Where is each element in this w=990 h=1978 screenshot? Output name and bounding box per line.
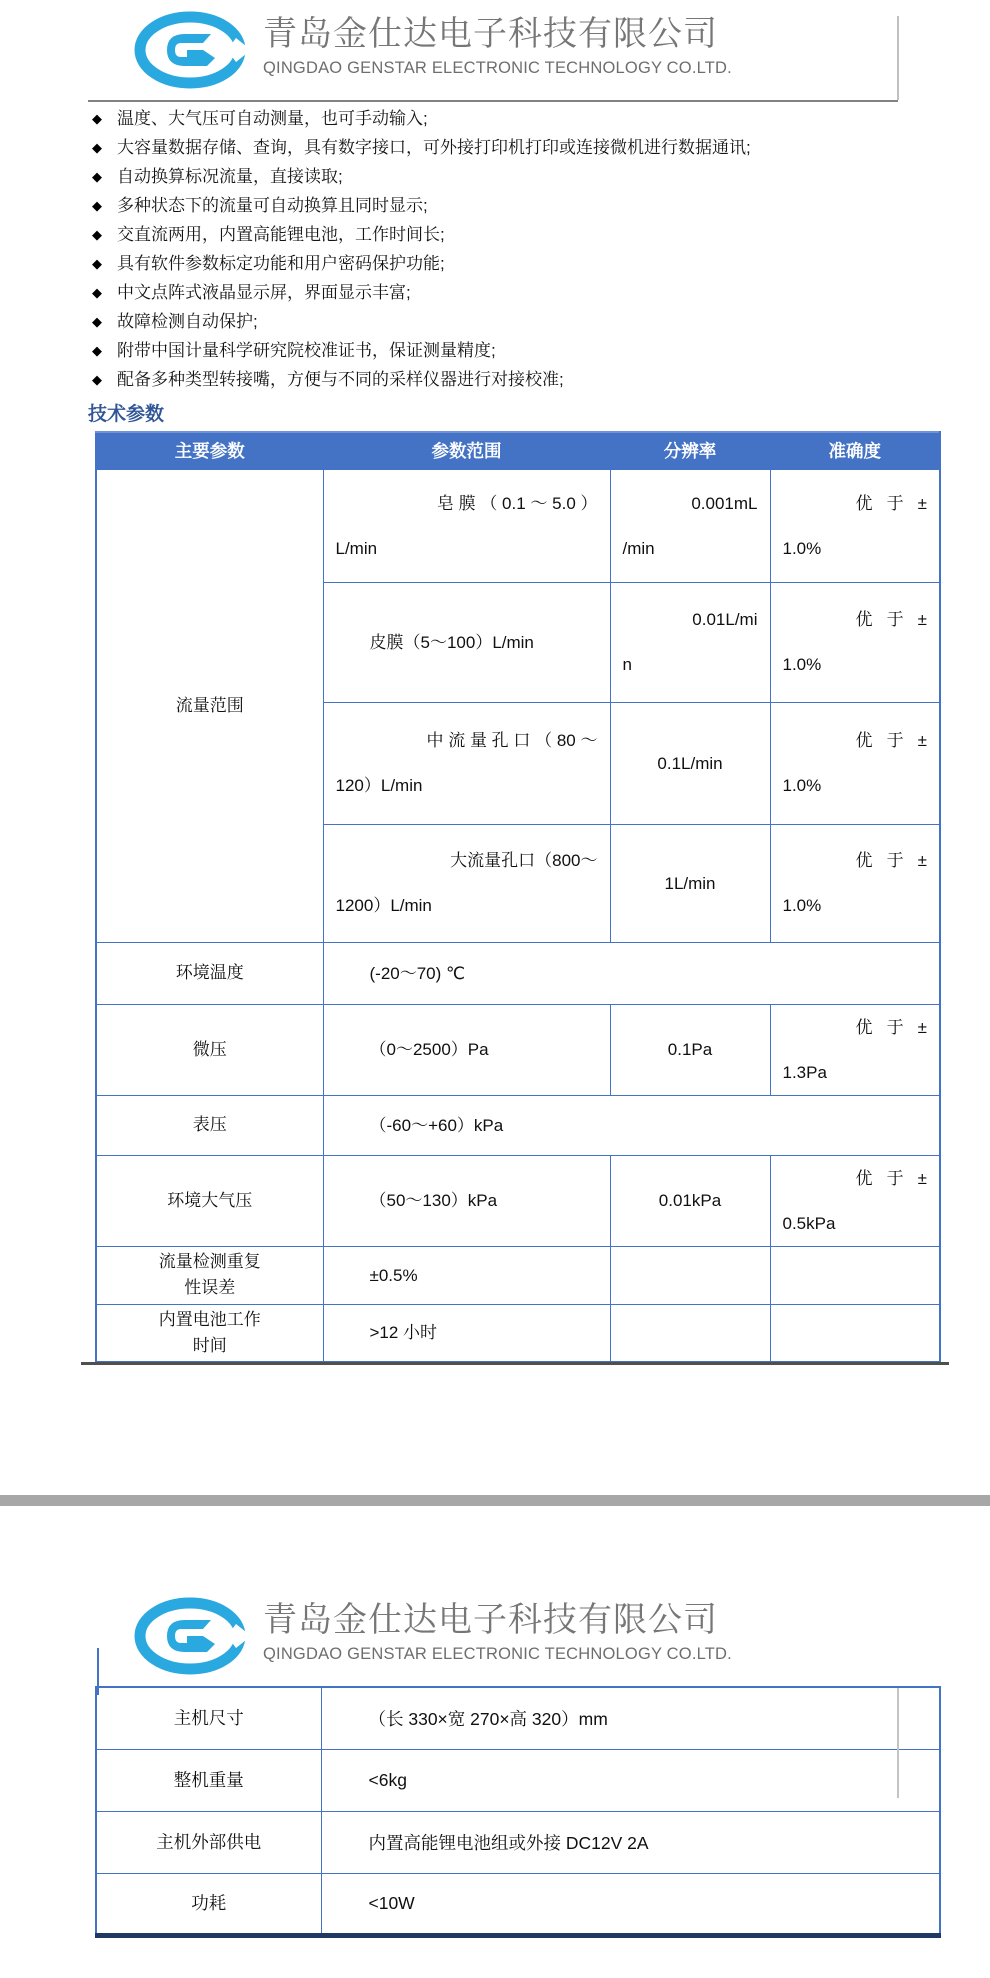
diamond-bullet-icon: ◆ — [92, 140, 102, 155]
param-label: 整机重量 — [96, 1749, 321, 1811]
page-bottom-rule — [81, 1362, 949, 1365]
resolution-cell: 1L/min — [610, 824, 770, 942]
table-row — [96, 469, 940, 582]
feature-item — [92, 133, 990, 162]
feature-text: 温度、大气压可自动测量，也可手动输入; — [117, 109, 428, 128]
page2-header — [0, 1596, 990, 1676]
page-2 — [0, 1596, 990, 1938]
table-row — [96, 1095, 940, 1155]
diamond-bullet-icon: ◆ — [92, 343, 102, 358]
range-cell: >12 小时 — [323, 1304, 610, 1362]
table-row — [96, 942, 940, 1004]
table-row — [96, 1873, 940, 1935]
resolution-cell: 0.01kPa — [610, 1155, 770, 1246]
range-cell: 大流量孔口（800～ 1200）L/min — [323, 824, 610, 942]
col-header-range: 参数范围 — [323, 432, 610, 469]
feature-item — [92, 365, 990, 394]
company-name-block — [263, 1596, 732, 1664]
page-divider-bar — [0, 1495, 990, 1506]
param-value: <6kg — [321, 1749, 940, 1811]
feature-item — [92, 278, 990, 307]
company-name-en: QINGDAO GENSTAR ELECTRONIC TECHNOLOGY CO.LTD. — [263, 1645, 732, 1663]
spec-table — [95, 431, 941, 1363]
info-table — [95, 1686, 941, 1938]
diamond-bullet-icon: ◆ — [92, 256, 102, 271]
header-underline — [88, 100, 898, 102]
spec-table-wrap — [95, 431, 939, 1363]
param-label: 流量检测重复 性误差 — [96, 1246, 323, 1304]
col-header-main-param: 主要参数 — [96, 432, 323, 469]
accuracy-cell: 优 于 ± 1.0% — [770, 702, 940, 824]
empty-cell — [610, 1304, 770, 1362]
feature-text: 附带中国计量科学研究院校准证书，保证测量精度; — [117, 341, 496, 360]
feature-text: 自动换算标况流量，直接读取; — [117, 167, 343, 186]
company-name-block — [263, 10, 732, 78]
param-label: 表压 — [96, 1095, 323, 1155]
resolution-cell: 0.1Pa — [610, 1004, 770, 1095]
feature-item — [92, 249, 990, 278]
param-label: 主机尺寸 — [96, 1687, 321, 1749]
header-right-rule — [897, 1688, 899, 1798]
range-cell: 中 流 量 孔 口 （ 80 ～ 120）L/min — [323, 702, 610, 824]
empty-cell — [610, 1246, 770, 1304]
feature-item — [92, 104, 990, 133]
feature-text: 大容量数据存储、查询，具有数字接口，可外接打印机打印或连接微机进行数据通讯; — [117, 138, 751, 157]
flow-range-group-label: 流量范围 — [96, 469, 323, 942]
company-name-cn: 青岛金仕达电子科技有限公司 — [263, 1601, 718, 1639]
diamond-bullet-icon: ◆ — [92, 227, 102, 242]
company-name-en: QINGDAO GENSTAR ELECTRONIC TECHNOLOGY CO.LTD. — [263, 59, 732, 77]
feature-item — [92, 220, 990, 249]
accuracy-cell: 优 于 ± 1.0% — [770, 582, 940, 702]
accuracy-cell: 优 于 ± 1.3Pa — [770, 1004, 940, 1095]
empty-cell — [770, 1304, 940, 1362]
range-cell: 皂 膜 （ 0.1 ～ 5.0 ） L/min — [323, 469, 610, 582]
table-row — [96, 1749, 940, 1811]
table-row — [96, 1246, 940, 1304]
empty-cell — [770, 1246, 940, 1304]
feature-item — [92, 336, 990, 365]
resolution-cell: 0.001mL /min — [610, 469, 770, 582]
range-cell: （0～2500）Pa — [323, 1004, 610, 1095]
company-logo-icon — [133, 10, 253, 90]
section-title: 技术参数 — [88, 404, 165, 425]
param-value: 内置高能锂电池组或外接 DC12V 2A — [321, 1811, 940, 1873]
range-cell: ±0.5% — [323, 1246, 610, 1304]
diamond-bullet-icon: ◆ — [92, 372, 102, 387]
diamond-bullet-icon: ◆ — [92, 198, 102, 213]
accuracy-cell: 优 于 ± 1.0% — [770, 469, 940, 582]
header-right-rule — [897, 16, 899, 100]
feature-text: 中文点阵式液晶显示屏，界面显示丰富; — [117, 283, 411, 302]
table-row — [96, 1687, 940, 1749]
col-header-resolution: 分辨率 — [610, 432, 770, 469]
range-cell: (-20～70) ℃ — [323, 942, 940, 1004]
param-value: （长 330×宽 270×高 320）mm — [321, 1687, 940, 1749]
table-row — [96, 1155, 940, 1246]
company-logo-icon — [133, 1596, 253, 1676]
range-cell: 皮膜（5～100）L/min — [323, 582, 610, 702]
diamond-bullet-icon: ◆ — [92, 285, 102, 300]
accuracy-cell: 优 于 ± 1.0% — [770, 824, 940, 942]
diamond-bullet-icon: ◆ — [92, 111, 102, 126]
feature-text: 多种状态下的流量可自动换算且同时显示; — [117, 196, 428, 215]
feature-text: 交直流两用，内置高能锂电池，工作时间长; — [117, 225, 445, 244]
feature-text: 故障检测自动保护; — [117, 312, 258, 331]
param-label: 微压 — [96, 1004, 323, 1095]
page1-header — [0, 0, 990, 90]
resolution-cell: 0.1L/min — [610, 702, 770, 824]
spec-header-row — [96, 432, 940, 469]
resolution-cell: 0.01L/mi n — [610, 582, 770, 702]
param-label: 功耗 — [96, 1873, 321, 1935]
diamond-bullet-icon: ◆ — [92, 169, 102, 184]
company-name-cn: 青岛金仕达电子科技有限公司 — [263, 15, 718, 53]
feature-text: 具有软件参数标定功能和用户密码保护功能; — [117, 254, 445, 273]
feature-text: 配备多种类型转接嘴，方便与不同的采样仪器进行对接校准; — [117, 370, 564, 389]
table-row — [96, 1811, 940, 1873]
accuracy-cell: 优 于 ± 0.5kPa — [770, 1155, 940, 1246]
range-cell: （-60～+60）kPa — [323, 1095, 940, 1155]
table-row — [96, 1304, 940, 1362]
table-row — [96, 1004, 940, 1095]
param-label: 环境大气压 — [96, 1155, 323, 1246]
feature-item — [92, 162, 990, 191]
param-label: 环境温度 — [96, 942, 323, 1004]
feature-item — [92, 191, 990, 220]
feature-item — [92, 307, 990, 336]
diamond-bullet-icon: ◆ — [92, 314, 102, 329]
param-label: 主机外部供电 — [96, 1811, 321, 1873]
param-label: 内置电池工作 时间 — [96, 1304, 323, 1362]
table-border-fragment — [97, 1648, 99, 1695]
param-value: <10W — [321, 1873, 940, 1935]
feature-list — [92, 104, 990, 394]
range-cell: （50～130）kPa — [323, 1155, 610, 1246]
col-header-accuracy: 准确度 — [770, 432, 940, 469]
